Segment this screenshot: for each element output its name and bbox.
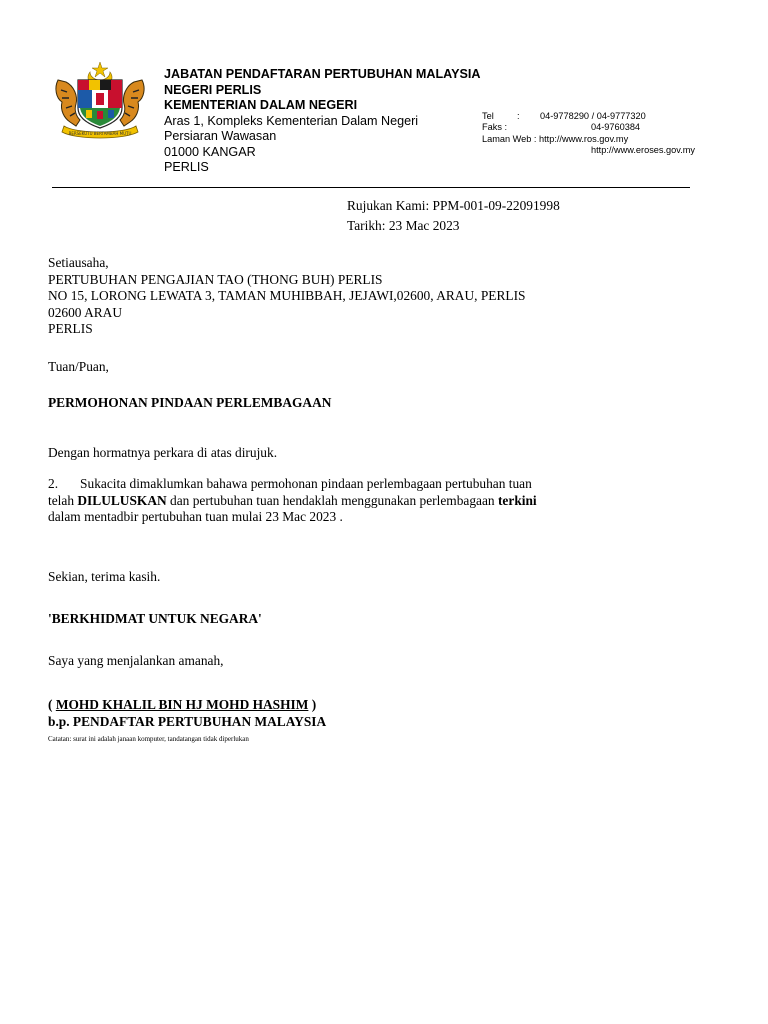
- reference-block: [347, 196, 560, 236]
- sign-off: Saya yang menjalankan amanah,: [48, 653, 224, 668]
- crest-motto: BERSEKUTU BERTAMBAH MUTU: [68, 131, 132, 136]
- signatory-line: [48, 697, 326, 714]
- signatory-role: b.p. PENDAFTAR PERTUBUHAN MALAYSIA: [48, 713, 327, 729]
- recipient-address-line2: 02600 ARAU: [48, 304, 123, 320]
- paragraph-2-text-pre: telah: [48, 492, 78, 508]
- tel-value: 04-9778290 / 04-9777320: [540, 111, 646, 121]
- letter-subject: PERMOHONAN PINDAAN PERLEMBAGAAN: [48, 395, 332, 410]
- reference-number: Rujukan Kami: PPM-001-09-22091998: [347, 198, 560, 213]
- web-link-eroses[interactable]: http://www.eroses.gov.my: [591, 145, 695, 156]
- web-label: Laman Web :: [482, 133, 537, 144]
- closing-remark: Sekian, terima kasih.: [48, 569, 161, 584]
- recipient-address-line3: PERLIS: [48, 321, 93, 336]
- computer-generated-note: Catatan: surat ini adalah janaan komputer, tandatangan tidak diperlukan: [48, 735, 249, 743]
- org-address-line3: 01000 KANGAR: [164, 144, 256, 159]
- org-address-line4: PERLIS: [164, 160, 209, 174]
- paragraph-2-text-line1: Sukacita dimaklumkan bahawa permohonan pindaan perlembagaan pertubuhan tuan: [80, 476, 532, 491]
- signatory-close-paren: ): [308, 697, 317, 712]
- org-address-line1: Aras 1, Kompleks Kementerian Dalam Negeri: [164, 113, 419, 128]
- coat-of-arms-icon: [52, 60, 148, 142]
- paragraph-2-line3: dalam mentadbir pertubuhan tuan mulai 23 Mac 2023 .: [48, 509, 343, 524]
- letter-date: Tarikh: 23 Mac 2023: [347, 218, 460, 233]
- paragraph-2-text-mid: dan pertubuhan tuan hendaklah menggunakan perlembagaan: [166, 492, 498, 508]
- paragraph-2-line1: [48, 476, 537, 493]
- letterhead: [52, 60, 695, 180]
- signatory-block: [48, 697, 326, 730]
- signatory-name: MOHD KHALIL BIN HJ MOHD HASHIM: [55, 697, 309, 712]
- salutation: Tuan/Puan,: [48, 359, 109, 374]
- motto: 'BERKHIDMAT UNTUK NEGARA': [48, 611, 262, 626]
- org-state: NEGERI PERLIS: [164, 82, 262, 97]
- recipient-name: PERTUBUHAN PENGAJIAN TAO (THONG BUH) PERLIS: [48, 271, 383, 287]
- faks-label: Faks :: [482, 122, 508, 133]
- paragraph-number: 2.: [48, 476, 59, 491]
- faks-value: 04-9760384: [591, 122, 641, 133]
- paragraph-2-line2: [48, 493, 537, 510]
- org-ministry: KEMENTERIAN DALAM NEGERI: [164, 98, 358, 112]
- web-link-ros[interactable]: http://www.ros.gov.my: [539, 133, 629, 144]
- recipient-address-line1: NO 15, LORONG LEWATA 3, TAMAN MUHIBBAH, JEJAWI,02600, ARAU, PERLIS: [48, 288, 526, 303]
- tel-colon: :: [517, 111, 520, 121]
- recipient-title: Setiausaha,: [48, 255, 109, 270]
- approval-status: DILULUSKAN: [77, 492, 167, 508]
- org-address-line2: Persiaran Wawasan: [164, 129, 277, 143]
- signatory-open-paren: (: [48, 697, 56, 712]
- recipient-block: [48, 255, 525, 338]
- header-divider: [52, 187, 690, 188]
- paragraph-1: Dengan hormatnya perkara di atas dirujuk.: [48, 445, 278, 460]
- latest-keyword: terkini: [497, 492, 537, 508]
- paragraph-2: [48, 476, 537, 526]
- organization-block: [164, 67, 480, 176]
- org-name: JABATAN PENDAFTARAN PERTUBUHAN MALAYSIA: [164, 67, 481, 81]
- tel-label: Tel: [482, 111, 494, 121]
